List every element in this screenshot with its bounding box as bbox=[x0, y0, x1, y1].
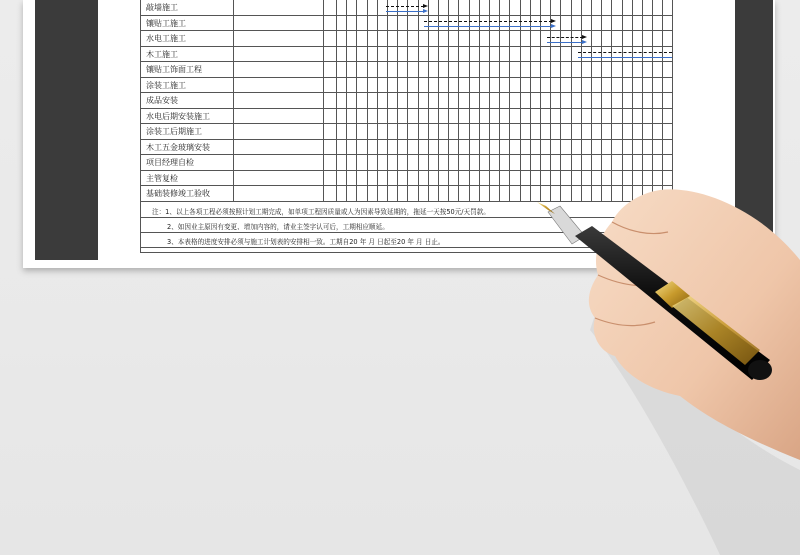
grid-column-line bbox=[407, 0, 408, 202]
grid-column-line bbox=[448, 0, 449, 202]
grid-row-line bbox=[233, 15, 673, 16]
grid-column-line bbox=[479, 0, 480, 202]
grid-column-line bbox=[520, 0, 521, 202]
grid-column-line bbox=[652, 0, 653, 202]
actual-arrow-row-1 bbox=[424, 26, 552, 27]
grid-column-line bbox=[458, 0, 459, 202]
grid-column-line bbox=[571, 0, 572, 202]
actual-arrow-row-2 bbox=[547, 42, 583, 43]
grid-column-line bbox=[367, 0, 368, 202]
plan-arrow-head-1 bbox=[551, 19, 556, 23]
grid-row-line bbox=[233, 185, 673, 186]
grid-column-line bbox=[499, 0, 500, 202]
plan-arrow-row-2 bbox=[547, 37, 583, 38]
task-row-5: 涂装工施工 bbox=[140, 78, 233, 94]
grid-column-line bbox=[418, 0, 419, 202]
grid-column-line bbox=[469, 0, 470, 202]
left-dark-band bbox=[35, 0, 98, 260]
grid-row-line bbox=[233, 46, 673, 47]
grid-row-line bbox=[233, 92, 673, 93]
grid-row-line bbox=[233, 123, 673, 124]
grid-column-line bbox=[611, 0, 612, 202]
grid-column-line bbox=[323, 0, 324, 202]
task-row-4: 镶贴工饰面工程 bbox=[140, 62, 233, 78]
note-3: 3、本表格的进度安排必须与施工计划表的安排相一致。工期自20 年 月 日起至20 年 月 日止。 bbox=[167, 238, 445, 246]
grid-column-line bbox=[336, 0, 337, 202]
grid-row-line bbox=[233, 61, 673, 62]
plan-arrow-row-1 bbox=[424, 21, 552, 22]
actual-arrow-head-1 bbox=[551, 24, 556, 28]
grid-column-line bbox=[601, 0, 602, 202]
grid-row-line bbox=[233, 170, 673, 171]
grid-column-line bbox=[642, 0, 643, 202]
right-dark-band bbox=[735, 0, 773, 260]
plan-arrow-head-2 bbox=[582, 35, 587, 39]
grid-column-line bbox=[540, 0, 541, 202]
task-row-11: 主管复检 bbox=[140, 171, 233, 187]
grid-column-line bbox=[397, 0, 398, 202]
grid-column-line bbox=[233, 0, 234, 202]
grid-row-line bbox=[233, 139, 673, 140]
grid-column-line bbox=[662, 0, 663, 202]
grid-column-line bbox=[377, 0, 378, 202]
task-row-6: 成品安装 bbox=[140, 93, 233, 109]
grid-column-line bbox=[530, 0, 531, 202]
grid-row-line bbox=[233, 30, 673, 31]
task-row-2: 水电工施工 bbox=[140, 31, 233, 47]
grid-column-line bbox=[387, 0, 388, 202]
task-row-0: 敲墙施工 bbox=[140, 0, 233, 16]
plan-arrow-row-0 bbox=[386, 6, 424, 7]
grid-column-line bbox=[622, 0, 623, 202]
grid-column-line bbox=[438, 0, 439, 202]
actual-arrow-row-3 bbox=[578, 57, 672, 58]
task-row-3: 木工施工 bbox=[140, 47, 233, 63]
grid-column-line bbox=[591, 0, 592, 202]
grid-column-line bbox=[581, 0, 582, 202]
actual-arrow-row-0 bbox=[386, 11, 424, 12]
grid-column-line bbox=[632, 0, 633, 202]
grid-column-line bbox=[550, 0, 551, 202]
grid-column-line bbox=[489, 0, 490, 202]
actual-arrow-head-0 bbox=[423, 9, 428, 13]
note-2: 2、如因业主原因有变更、增加内容的，请业主签字认可后，工期相应顺延。 bbox=[167, 223, 389, 231]
plan-arrow-row-3 bbox=[578, 52, 672, 53]
grid-column-line bbox=[346, 0, 347, 202]
grid-row-line bbox=[233, 77, 673, 78]
grid-row-line bbox=[233, 154, 673, 155]
grid-column-line bbox=[356, 0, 357, 202]
grid-row-line bbox=[233, 108, 673, 109]
task-row-10: 项目经理自检 bbox=[140, 155, 233, 171]
grid-column-line bbox=[560, 0, 561, 202]
grid-row-line bbox=[233, 201, 673, 202]
grid-column-line bbox=[428, 0, 429, 202]
plan-arrow-head-0 bbox=[423, 4, 428, 8]
task-row-7: 水电后期安装施工 bbox=[140, 109, 233, 125]
actual-arrow-head-2 bbox=[582, 40, 587, 44]
task-row-8: 涂装工后期施工 bbox=[140, 124, 233, 140]
task-row-9: 木工五金玻璃安装 bbox=[140, 140, 233, 156]
note-1: 注：1、以上各项工程必须按照计划工期完成，如单项工程因质量或人为因素导致延期的，拖延一天按50元/天罚款。 bbox=[152, 208, 490, 216]
task-row-1: 镶贴工施工 bbox=[140, 16, 233, 32]
grid-column-line bbox=[509, 0, 510, 202]
task-row-12: 基础装修竣工验收 bbox=[140, 186, 233, 202]
